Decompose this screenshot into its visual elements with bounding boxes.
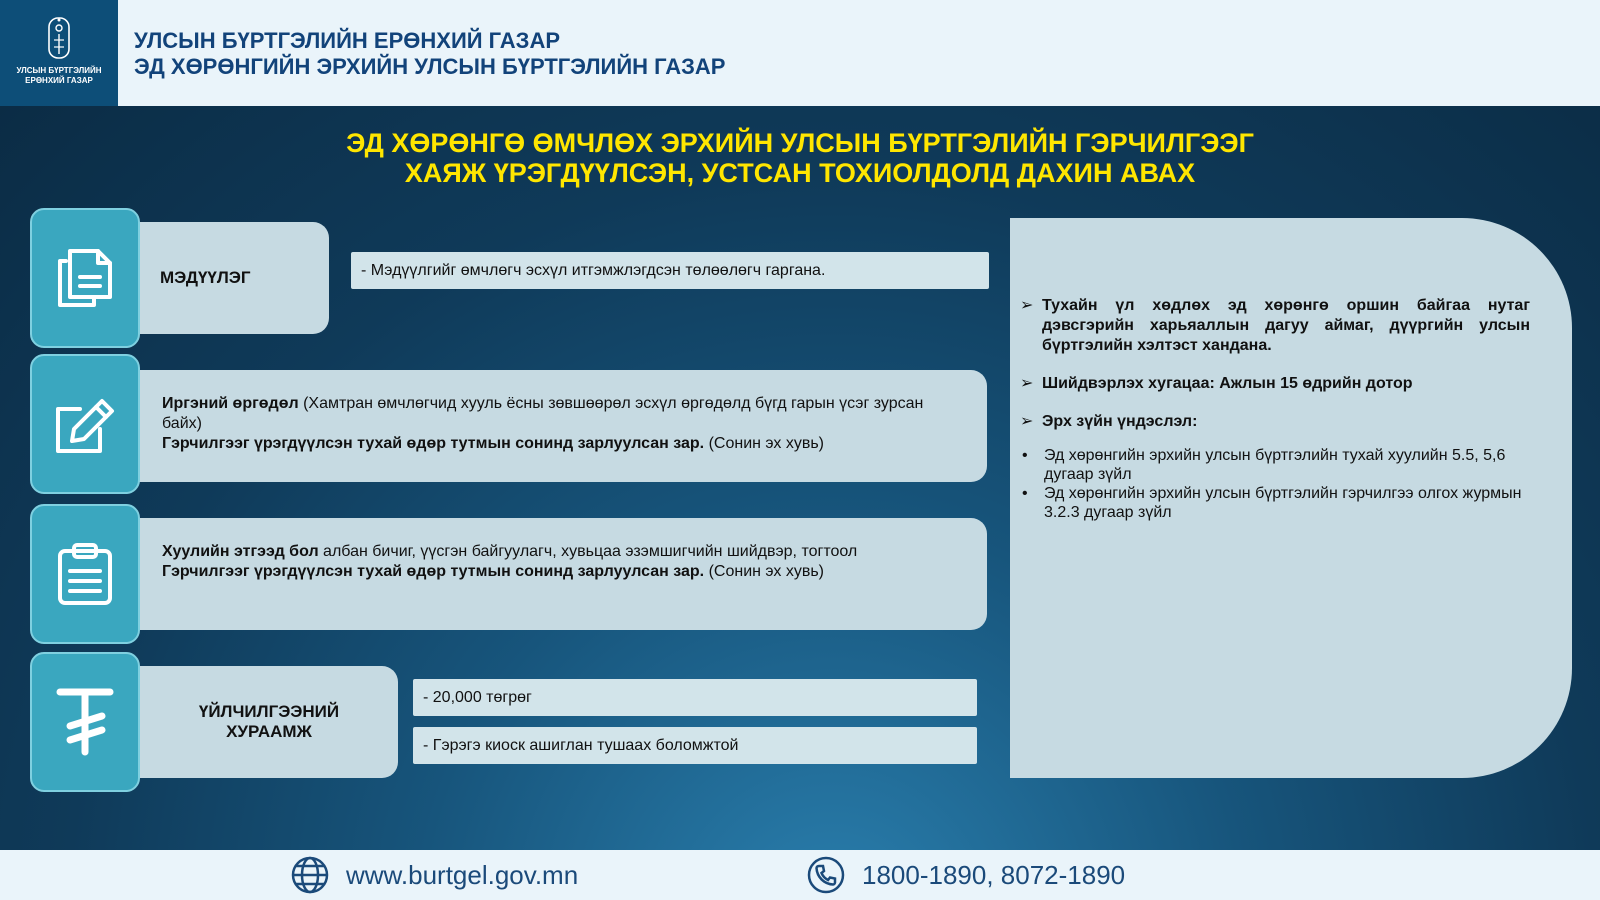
citizen-notice-text: Гэрчилгээг үрэгдүүлсэн тухай өдөр тутмын сонинд зарлуулсан зар. (Сонин эх хувь): [162, 435, 824, 452]
legal-basis-list: [1020, 446, 1530, 522]
arrow-bullet-icon: ➢: [1020, 375, 1034, 392]
fee-icon-tile: [30, 652, 140, 792]
phone-numbers[interactable]: 1800-1890, 8072-1890: [862, 859, 1126, 890]
info-panel: [1010, 218, 1572, 778]
notice-icon-tile: [30, 208, 140, 348]
tugrik-icon: [50, 682, 120, 762]
notice-text: - Мэдүүлгийг өмчлөгч эсхүл итгэмжлэгдсэн төлөөлөгч гаргана.: [361, 261, 826, 279]
page-title: ЭД ХӨРӨНГӨ ӨМЧЛӨХ ЭРХИЙН УЛСЫН БҮРТГЭЛИЙН ГЭРЧИЛГЭЭГ ХАЯЖ ҮРЭГДҮҮЛСЭН, УСТСАН ТОХИОЛДОЛД ДАХИН АВАХ: [346, 128, 1254, 188]
legal-entity-text: Хуулийн этгээд бол албан бичиг, үүсгэн байгуулагч, хувьцаа эзэмшигчийн шийдвэр, тогтоол: [162, 543, 858, 560]
clipboard-icon-tile: [30, 504, 140, 644]
fee-amount-bar: [413, 679, 977, 716]
document-icon: [50, 243, 120, 313]
main-content: [0, 106, 1600, 850]
phone-link[interactable]: [806, 850, 1125, 900]
notice-label-card: [130, 222, 329, 334]
phone-icon: [806, 855, 846, 895]
fee-label-card: [130, 666, 398, 778]
legal-entity-card: [130, 518, 987, 630]
info-item-office: ➢ Тухайн үл хөдлөх эд хөрөнгө оршин байгаа нутаг дэвсгэрийн харьяаллын дагуу аймаг, дүүргийн улсын бүртгэлийн хэлтэст хандана.: [1020, 297, 1530, 354]
bullet-dot-icon: •: [1022, 485, 1028, 502]
edit-icon-tile: [30, 354, 140, 494]
arrow-bullet-icon: ➢: [1020, 297, 1034, 314]
notice-label: МЭДҮҮЛЭГ: [160, 268, 251, 287]
organization-name: [134, 28, 725, 80]
agency-logo[interactable]: [0, 0, 118, 106]
org-name-line1: УЛСЫН БҮРТГЭЛИЙН ЕРӨНХИЙ ГАЗАР: [134, 28, 561, 53]
citizen-application-text: Иргэний өргөдөл (Хамтран өмчлөгчид хууль ёсны зөвшөөрөл эсхүл өргөдөлд бүгд гарын үсэг зурсан байх): [162, 395, 924, 432]
info-item-legal-basis: ➢ Эрх зүйн үндэслэл:: [1020, 413, 1198, 430]
edit-icon: [50, 389, 120, 459]
website-url[interactable]: www.burtgel.gov.mn: [346, 859, 579, 890]
fee-amount: - 20,000 төгрөг: [423, 688, 532, 706]
header: [0, 0, 1600, 106]
website-link[interactable]: [290, 850, 578, 900]
arrow-bullet-icon: ➢: [1020, 413, 1034, 430]
fee-label: ҮЙЛЧИЛГЭЭНИЙ ХУРААМЖ: [198, 702, 340, 741]
fee-payment-method: - Гэрэгэ киоск ашиглан тушаах боломжтой: [423, 736, 739, 754]
list-item: • Эд хөрөнгийн эрхийн улсын бүртгэлийн тухай хуулийн 5.5, 5,6 дугаар зүйл: [1022, 447, 1506, 483]
clipboard-icon: [50, 539, 120, 609]
notice-text-bar: [351, 252, 989, 289]
citizen-card: [130, 370, 987, 482]
bullet-dot-icon: •: [1022, 447, 1028, 464]
list-item: • Эд хөрөнгийн эрхийн улсын бүртгэлийн гэрчилгээ олгох журмын 3.2.3 дугаар зүйл: [1022, 485, 1522, 521]
info-item-deadline: ➢ Шийдвэрлэх хугацаа: Ажлын 15 өдрийн дотор: [1020, 375, 1413, 392]
emblem-icon: [46, 14, 72, 62]
org-name-line2: ЭД ХӨРӨНГИЙН ЭРХИЙН УЛСЫН БҮРТГЭЛИЙН ГАЗАР: [134, 54, 726, 79]
fee-payment-bar: [413, 727, 977, 764]
footer: [0, 850, 1600, 900]
legal-notice-text: Гэрчилгээг үрэгдүүлсэн тухай өдөр тутмын сонинд зарлуулсан зар. (Сонин эх хувь): [162, 563, 824, 580]
logo-text: УЛСЫН БҮРТГЭЛИЙН ЕРӨНХИЙ ГАЗАР: [16, 66, 102, 85]
globe-icon: [290, 855, 330, 895]
